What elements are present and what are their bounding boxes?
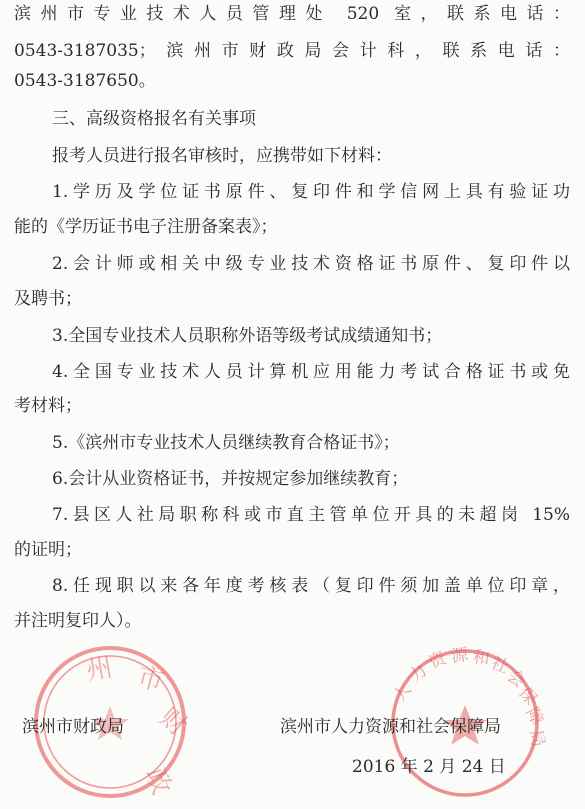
list-item-1-line-2: 能的《学历证书电子注册备案表》； bbox=[14, 217, 278, 237]
list-item-4-line-1: 4.全国专业技术人员计算机应用能力考试合格证书或免 bbox=[52, 362, 570, 382]
list-item-2-line-2: 及聘书； bbox=[14, 289, 82, 309]
list-item-6: 6.会计从业资格证书，并按规定参加继续教育； bbox=[52, 469, 409, 489]
svg-text:障: 障 bbox=[521, 704, 547, 729]
finance-bureau-signature: 滨州市财政局 bbox=[22, 717, 124, 737]
svg-text:州: 州 bbox=[84, 652, 115, 687]
svg-text:财: 财 bbox=[153, 702, 193, 743]
svg-text:保: 保 bbox=[514, 683, 541, 710]
list-item-1-line-1: 1.学历及学位证书原件、复印件和学信网上具有验证功 bbox=[52, 182, 570, 202]
list-item-8-line-1: 8.任现职以来各年度考核表（复印件须加盖单位印章， bbox=[52, 576, 570, 596]
svg-text:和: 和 bbox=[471, 647, 491, 670]
issue-date: 2016 年 2 月 24 日 bbox=[352, 757, 506, 777]
svg-text:社: 社 bbox=[488, 653, 512, 679]
list-item-7-line-2: 的证明； bbox=[14, 540, 82, 560]
svg-text:资: 资 bbox=[425, 648, 450, 674]
svg-text:人: 人 bbox=[389, 680, 416, 706]
list-item-3: 3.全国专业技术人员职称外语等级考试成绩通知书； bbox=[52, 326, 443, 346]
intro-paragraph: 报考人员进行报名审核时，应携带如下材料： bbox=[52, 146, 392, 166]
svg-text:局: 局 bbox=[525, 727, 549, 749]
contact-line-3: 0543-3187650。 bbox=[14, 71, 156, 91]
svg-text:源: 源 bbox=[449, 644, 470, 667]
list-item-4-line-2: 考材料； bbox=[14, 396, 82, 416]
contact-line-1: 滨州市专业技术人员管理处 520 室，联系电话： bbox=[14, 4, 570, 24]
list-item-8-line-2: 并注明复印人）。 bbox=[14, 611, 142, 631]
svg-text:市: 市 bbox=[134, 661, 168, 698]
contact-line-2: 0543-3187035；滨州市财政局会计科，联系电话： bbox=[14, 41, 570, 61]
svg-text:会: 会 bbox=[503, 665, 529, 693]
hrss-bureau-signature: 滨州市人力资源和社会保障局 bbox=[280, 717, 501, 737]
list-item-2-line-1: 2.会计师或相关中级专业技术资格证书原件、复印件以 bbox=[52, 254, 570, 274]
svg-text:力: 力 bbox=[405, 660, 432, 687]
list-item-7-line-1: 7.县区人社局职称科或市直主管单位开具的未超岗 15% bbox=[52, 505, 570, 525]
svg-text:政: 政 bbox=[139, 764, 177, 799]
section-title: 三、高级资格报名有关事项 bbox=[52, 109, 256, 129]
list-item-5: 5.《滨州市专业技术人员继续教育合格证书》； bbox=[52, 433, 400, 453]
